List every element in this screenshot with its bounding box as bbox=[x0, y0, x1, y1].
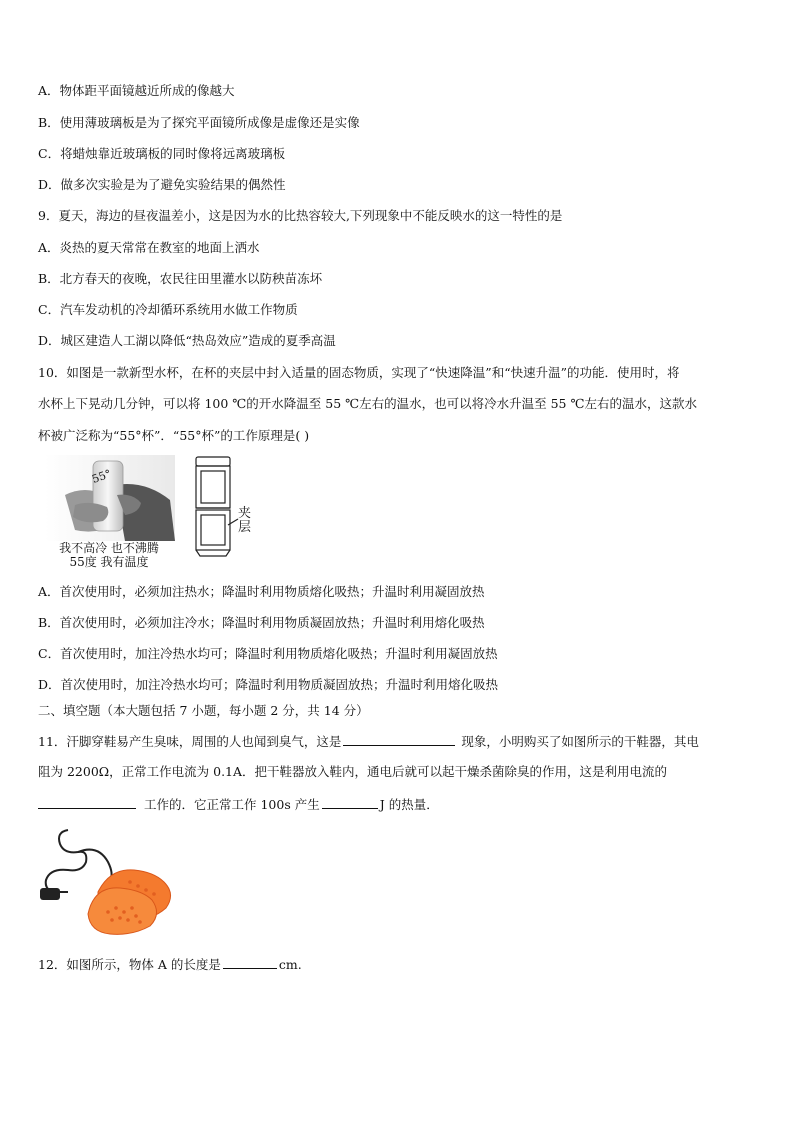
q11-line-1-part-b: 现象，小明购买了如图所示的干鞋器，其电 bbox=[461, 734, 699, 749]
q12-line bbox=[38, 956, 302, 973]
q10-stem-line-2: 水杯上下晃动几分钟，可以将 100 ℃的开水降温至 55 ℃左右的温水，也可以将冷水升温至 55 ℃左右的温水，这款水 bbox=[38, 396, 697, 411]
q11-line-3-part-b: J 的热量． bbox=[379, 797, 439, 812]
q11-line-2: 阻为 2200Ω，正常工作电流为 0.1A．把干鞋器放入鞋内，通电后就可以起干燥杀菌除臭的作用，这是利用电流的 bbox=[38, 764, 668, 779]
shoe-dryer-image bbox=[38, 822, 180, 937]
q8-option-a: A．物体距平面镜越近所成的像越大 bbox=[38, 83, 235, 98]
q12-text-b: cm. bbox=[278, 957, 302, 972]
diagram-label-ceng: 层 bbox=[238, 520, 252, 535]
q12-text-a: 12．如图所示，物体 A 的长度是 bbox=[38, 957, 221, 972]
q11-line-1-part-a: 11．汗脚穿鞋易产生臭味，周围的人也闻到臭气，这是 bbox=[38, 734, 342, 749]
q10-stem-line-3: 杯被广泛称为“55°杯”．“55°杯”的工作原理是( ) bbox=[38, 428, 310, 443]
q8-option-b: B．使用薄玻璃板是为了探究平面镜所成像是虚像还是实像 bbox=[38, 115, 360, 130]
q8-option-d: D．做多次实验是为了避免实验结果的偶然性 bbox=[38, 177, 286, 192]
q9-option-c: C．汽车发动机的冷却循环系统用水做工作物质 bbox=[38, 302, 298, 317]
q9-option-b: B．北方春天的夜晚，农民往田里灌水以防秧苗冻坏 bbox=[38, 271, 323, 286]
q9-option-d: D．城区建造人工湖以降低“热岛效应”造成的夏季高温 bbox=[38, 333, 336, 348]
photo-caption-2: 55度 我有温度 bbox=[69, 555, 149, 569]
q11-line-3-part-a: 工作的．它正常工作 100s 产生 bbox=[144, 797, 320, 812]
section-2-title: 二、填空题（本大题包括 7 小题，每小题 2 分，共 14 分） bbox=[38, 703, 369, 718]
cup-cross-section-diagram bbox=[192, 455, 272, 560]
q9-option-a: A．炎热的夏天常常在教室的地面上洒水 bbox=[38, 240, 260, 255]
cup-photo bbox=[45, 455, 175, 541]
q12-blank[interactable] bbox=[223, 956, 277, 969]
cup-photo-number: 55° bbox=[90, 467, 113, 486]
q8-option-c: C．将蜡烛靠近玻璃板的同时像将远离玻璃板 bbox=[38, 146, 286, 161]
diagram-label-jia: 夹 bbox=[238, 506, 252, 521]
q10-option-b: B．首次使用时，必须加注冷水；降温时利用物质凝固放热；升温时利用熔化吸热 bbox=[38, 615, 485, 630]
q9-stem: 9．夏天，海边的昼夜温差小，这是因为水的比热容较大,下列现象中不能反映水的这一特性的是 bbox=[38, 208, 563, 223]
q11-blank-3[interactable] bbox=[322, 796, 378, 809]
q11-line-1 bbox=[38, 733, 699, 750]
q10-option-a: A．首次使用时，必须加注热水；降温时利用物质熔化吸热；升温时利用凝固放热 bbox=[38, 584, 485, 599]
q10-stem-line-1: 10．如图是一款新型水杯，在杯的夹层中封入适量的固态物质，实现了“快速降温”和“快速升温”的功能．使用时，将 bbox=[38, 365, 680, 380]
photo-caption-1: 我不高冷 也不沸腾 bbox=[59, 541, 159, 555]
q10-option-c: C．首次使用时，加注冷热水均可；降温时利用物质熔化吸热；升温时利用凝固放热 bbox=[38, 646, 498, 661]
q10-option-d: D．首次使用时，加注冷热水均可；降温时利用物质凝固放热；升温时利用熔化吸热 bbox=[38, 677, 499, 692]
q11-line-3 bbox=[38, 796, 439, 813]
q11-blank-2[interactable] bbox=[38, 796, 136, 809]
q11-blank-1[interactable] bbox=[343, 733, 455, 746]
